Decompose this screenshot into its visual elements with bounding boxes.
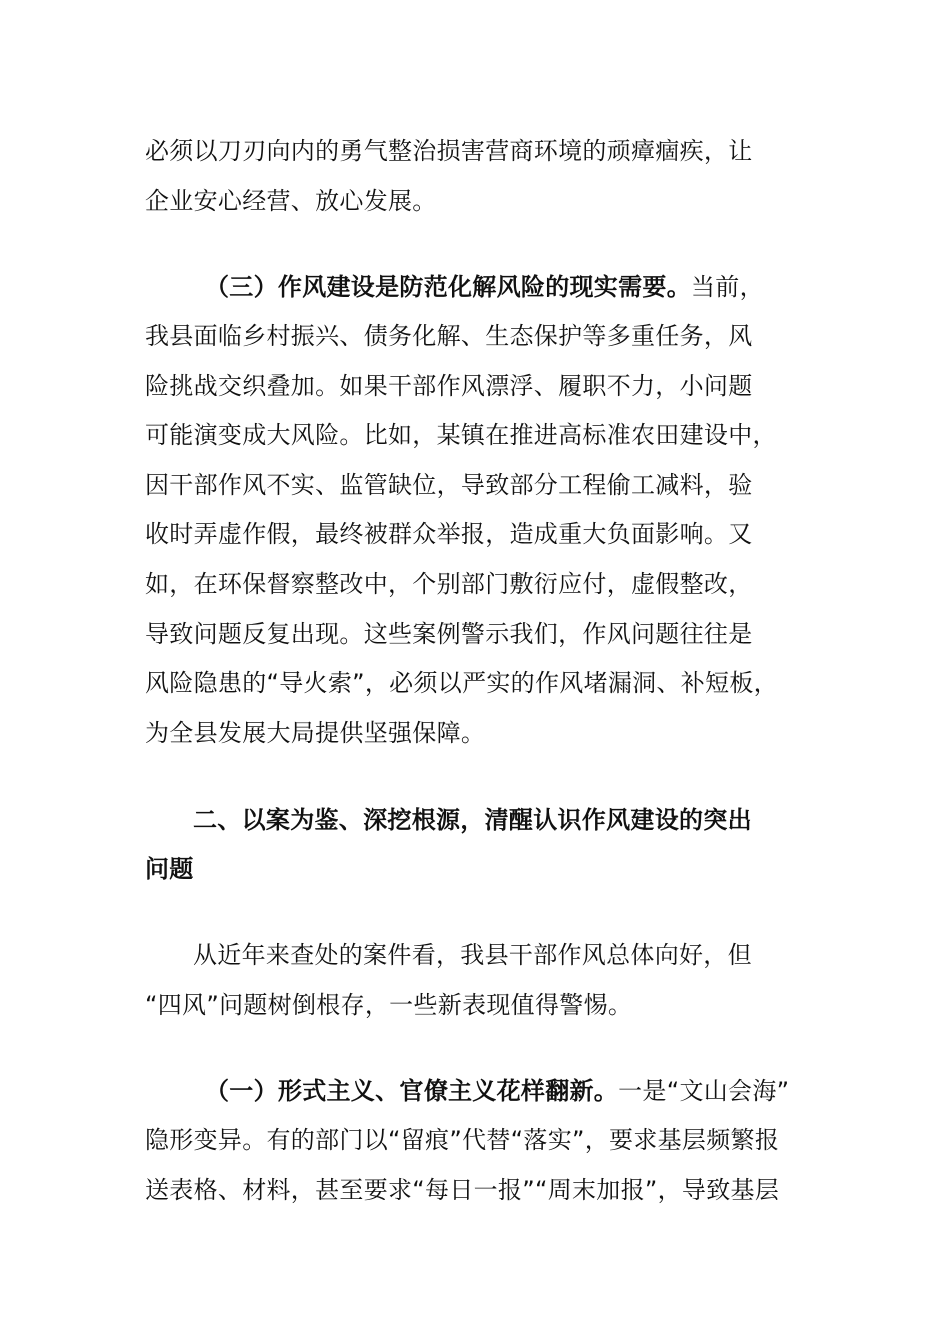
text-line: 如，在环保督察整改中，个别部门敷衍应付，虚假整改， — [145, 570, 753, 598]
text-line: 必须以刀刃向内的勇气整治损害营商环境的顽瘴痼疾，让 — [145, 137, 753, 165]
subsection-heading: （三）作风建设是防范化解风险的现实需要。 — [205, 273, 691, 301]
text-line: 送表格、材料，甚至要求“每日一报”“周末加报”，导致基层 — [145, 1176, 780, 1204]
section-heading: 二、以案为鉴、深挖根源，清醒认识作风建设的突出 — [193, 806, 752, 834]
text-line: 因干部作风不实、监管缺位，导致部分工程偷工减料，验 — [145, 471, 753, 499]
section-heading-cont: 问题 — [145, 855, 194, 883]
paragraph-heading-line — [205, 262, 764, 312]
text-line: 企业安心经营、放心发展。 — [145, 187, 437, 215]
text-line: 从近年来查处的案件看，我县干部作风总体向好，但 — [193, 941, 752, 969]
text-run: 当前， — [691, 273, 764, 301]
text-line: 风险隐患的“导火索”，必须以严实的作风堵漏洞、补短板， — [145, 669, 778, 697]
text-line: 为全县发展大局提供坚强保障。 — [145, 719, 486, 747]
text-line: 导致问题反复出现。这些案例警示我们，作风问题往往是 — [145, 620, 753, 648]
text-line: “四风”问题树倒根存，一些新表现值得警惕。 — [145, 991, 633, 1019]
text-line: 收时弄虚作假，最终被群众举报，造成重大负面影响。又 — [145, 520, 753, 548]
text-line: 隐形变异。有的部门以“留痕”代替“落实”，要求基层频繁报 — [145, 1126, 780, 1154]
text-line: 险挑战交织叠加。如果干部作风漂浮、履职不力，小问题 — [145, 372, 753, 400]
text-run: 一是“文山会海” — [618, 1077, 790, 1105]
text-line: 可能演变成大风险。比如，某镇在推进高标准农田建设中， — [145, 421, 777, 449]
text-line: 我县面临乡村振兴、债务化解、生态保护等多重任务，风 — [145, 322, 753, 350]
paragraph-heading-line — [205, 1066, 789, 1116]
subsection-heading: （一）形式主义、官僚主义花样翻新。 — [205, 1077, 619, 1105]
